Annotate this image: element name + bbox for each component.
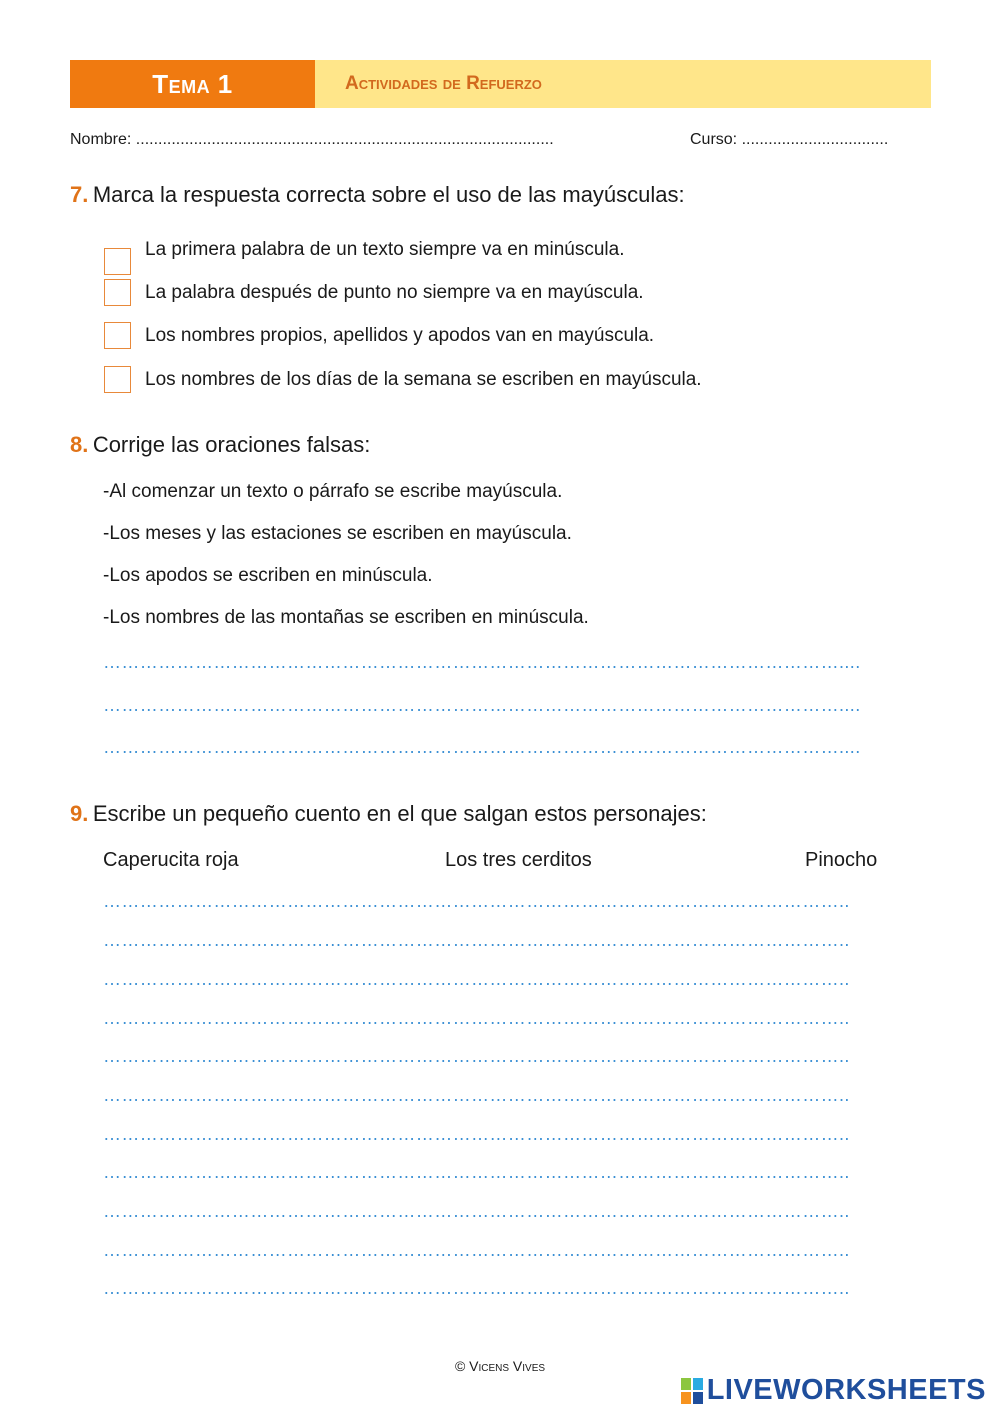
sentence-3: -Los apodos se escriben en minúscula. <box>103 565 433 586</box>
story-line[interactable]: ………………………………………………………………………………………………………….. <box>103 969 850 989</box>
liveworksheets-icon <box>681 1378 703 1404</box>
character-cerditos: Los tres cerditos <box>445 849 592 871</box>
story-line[interactable]: ………………………………………………………………………………………………………….. <box>103 930 850 950</box>
story-line[interactable]: ………………………………………………………………………………………………………….. <box>103 1085 850 1105</box>
nombre-field[interactable]: Nombre: .............................................................................................. <box>70 131 554 148</box>
option-3[interactable] <box>104 322 654 349</box>
question-number: 7. <box>70 182 89 207</box>
story-line[interactable]: ………………………………………………………………………………………………………….. <box>103 891 850 911</box>
story-line[interactable]: ………………………………………………………………………………………………………….. <box>103 1162 850 1182</box>
option-label: Los nombres de los días de la semana se escriben en mayúscula. <box>145 368 702 390</box>
character-pinocho: Pinocho <box>805 849 878 871</box>
question-number: 9. <box>70 801 89 826</box>
story-line[interactable]: ………………………………………………………………………………………………………….. <box>103 1240 850 1260</box>
character-caperucita: Caperucita roja <box>103 849 239 871</box>
checkbox[interactable] <box>104 322 131 349</box>
sentence-4: -Los nombres de las montañas se escriben en minúscula. <box>103 607 589 628</box>
sentence-1: -Al comenzar un texto o párrafo se escribe mayúscula. <box>103 481 563 502</box>
question-7 <box>70 182 685 208</box>
option-label: La palabra después de punto no siempre va en mayúscula. <box>145 281 644 303</box>
checkbox[interactable] <box>104 279 131 306</box>
answer-line[interactable]: ………………………………………………………………………………………………………….... <box>103 737 861 757</box>
copyright: © Vicens Vives <box>454 1358 546 1374</box>
question-text: Escribe un pequeño cuento en el que salgan estos personajes: <box>92 801 707 826</box>
story-line[interactable]: ………………………………………………………………………………………………………….. <box>103 1124 850 1144</box>
question-9 <box>70 801 707 827</box>
answer-line[interactable]: ………………………………………………………………………………………………………….... <box>103 652 861 672</box>
story-line[interactable]: ………………………………………………………………………………………………………….. <box>103 1278 850 1298</box>
brand-text: LIVEWORKSHEETS <box>706 1374 986 1406</box>
option-label: La primera palabra de un texto siempre va en minúscula. <box>145 238 625 260</box>
liveworksheets-logo <box>681 1374 986 1407</box>
checkbox[interactable] <box>104 248 131 275</box>
story-line[interactable]: ………………………………………………………………………………………………………….. <box>103 1201 850 1221</box>
question-number: 8. <box>70 432 89 457</box>
option-4[interactable] <box>104 366 702 393</box>
option-2[interactable] <box>104 279 644 306</box>
question-text: Marca la respuesta correcta sobre el uso de las mayúsculas: <box>92 182 685 207</box>
checkbox[interactable] <box>104 366 131 393</box>
sentence-2: -Los meses y las estaciones se escriben en mayúscula. <box>103 523 572 544</box>
curso-field[interactable]: Curso: ................................. <box>690 131 889 148</box>
answer-line[interactable]: ………………………………………………………………………………………………………….... <box>103 695 861 715</box>
option-label: Los nombres propios, apellidos y apodos van en mayúscula. <box>145 324 655 346</box>
question-8 <box>70 432 370 458</box>
question-text: Corrige las oraciones falsas: <box>92 432 371 457</box>
story-line[interactable]: ………………………………………………………………………………………………………….. <box>103 1008 850 1028</box>
activities-title: Actividades de Refuerzo <box>315 60 931 108</box>
option-1[interactable] <box>104 236 624 275</box>
story-line[interactable]: ………………………………………………………………………………………………………….. <box>103 1046 850 1066</box>
tema-title: Tema 1 <box>70 60 315 108</box>
